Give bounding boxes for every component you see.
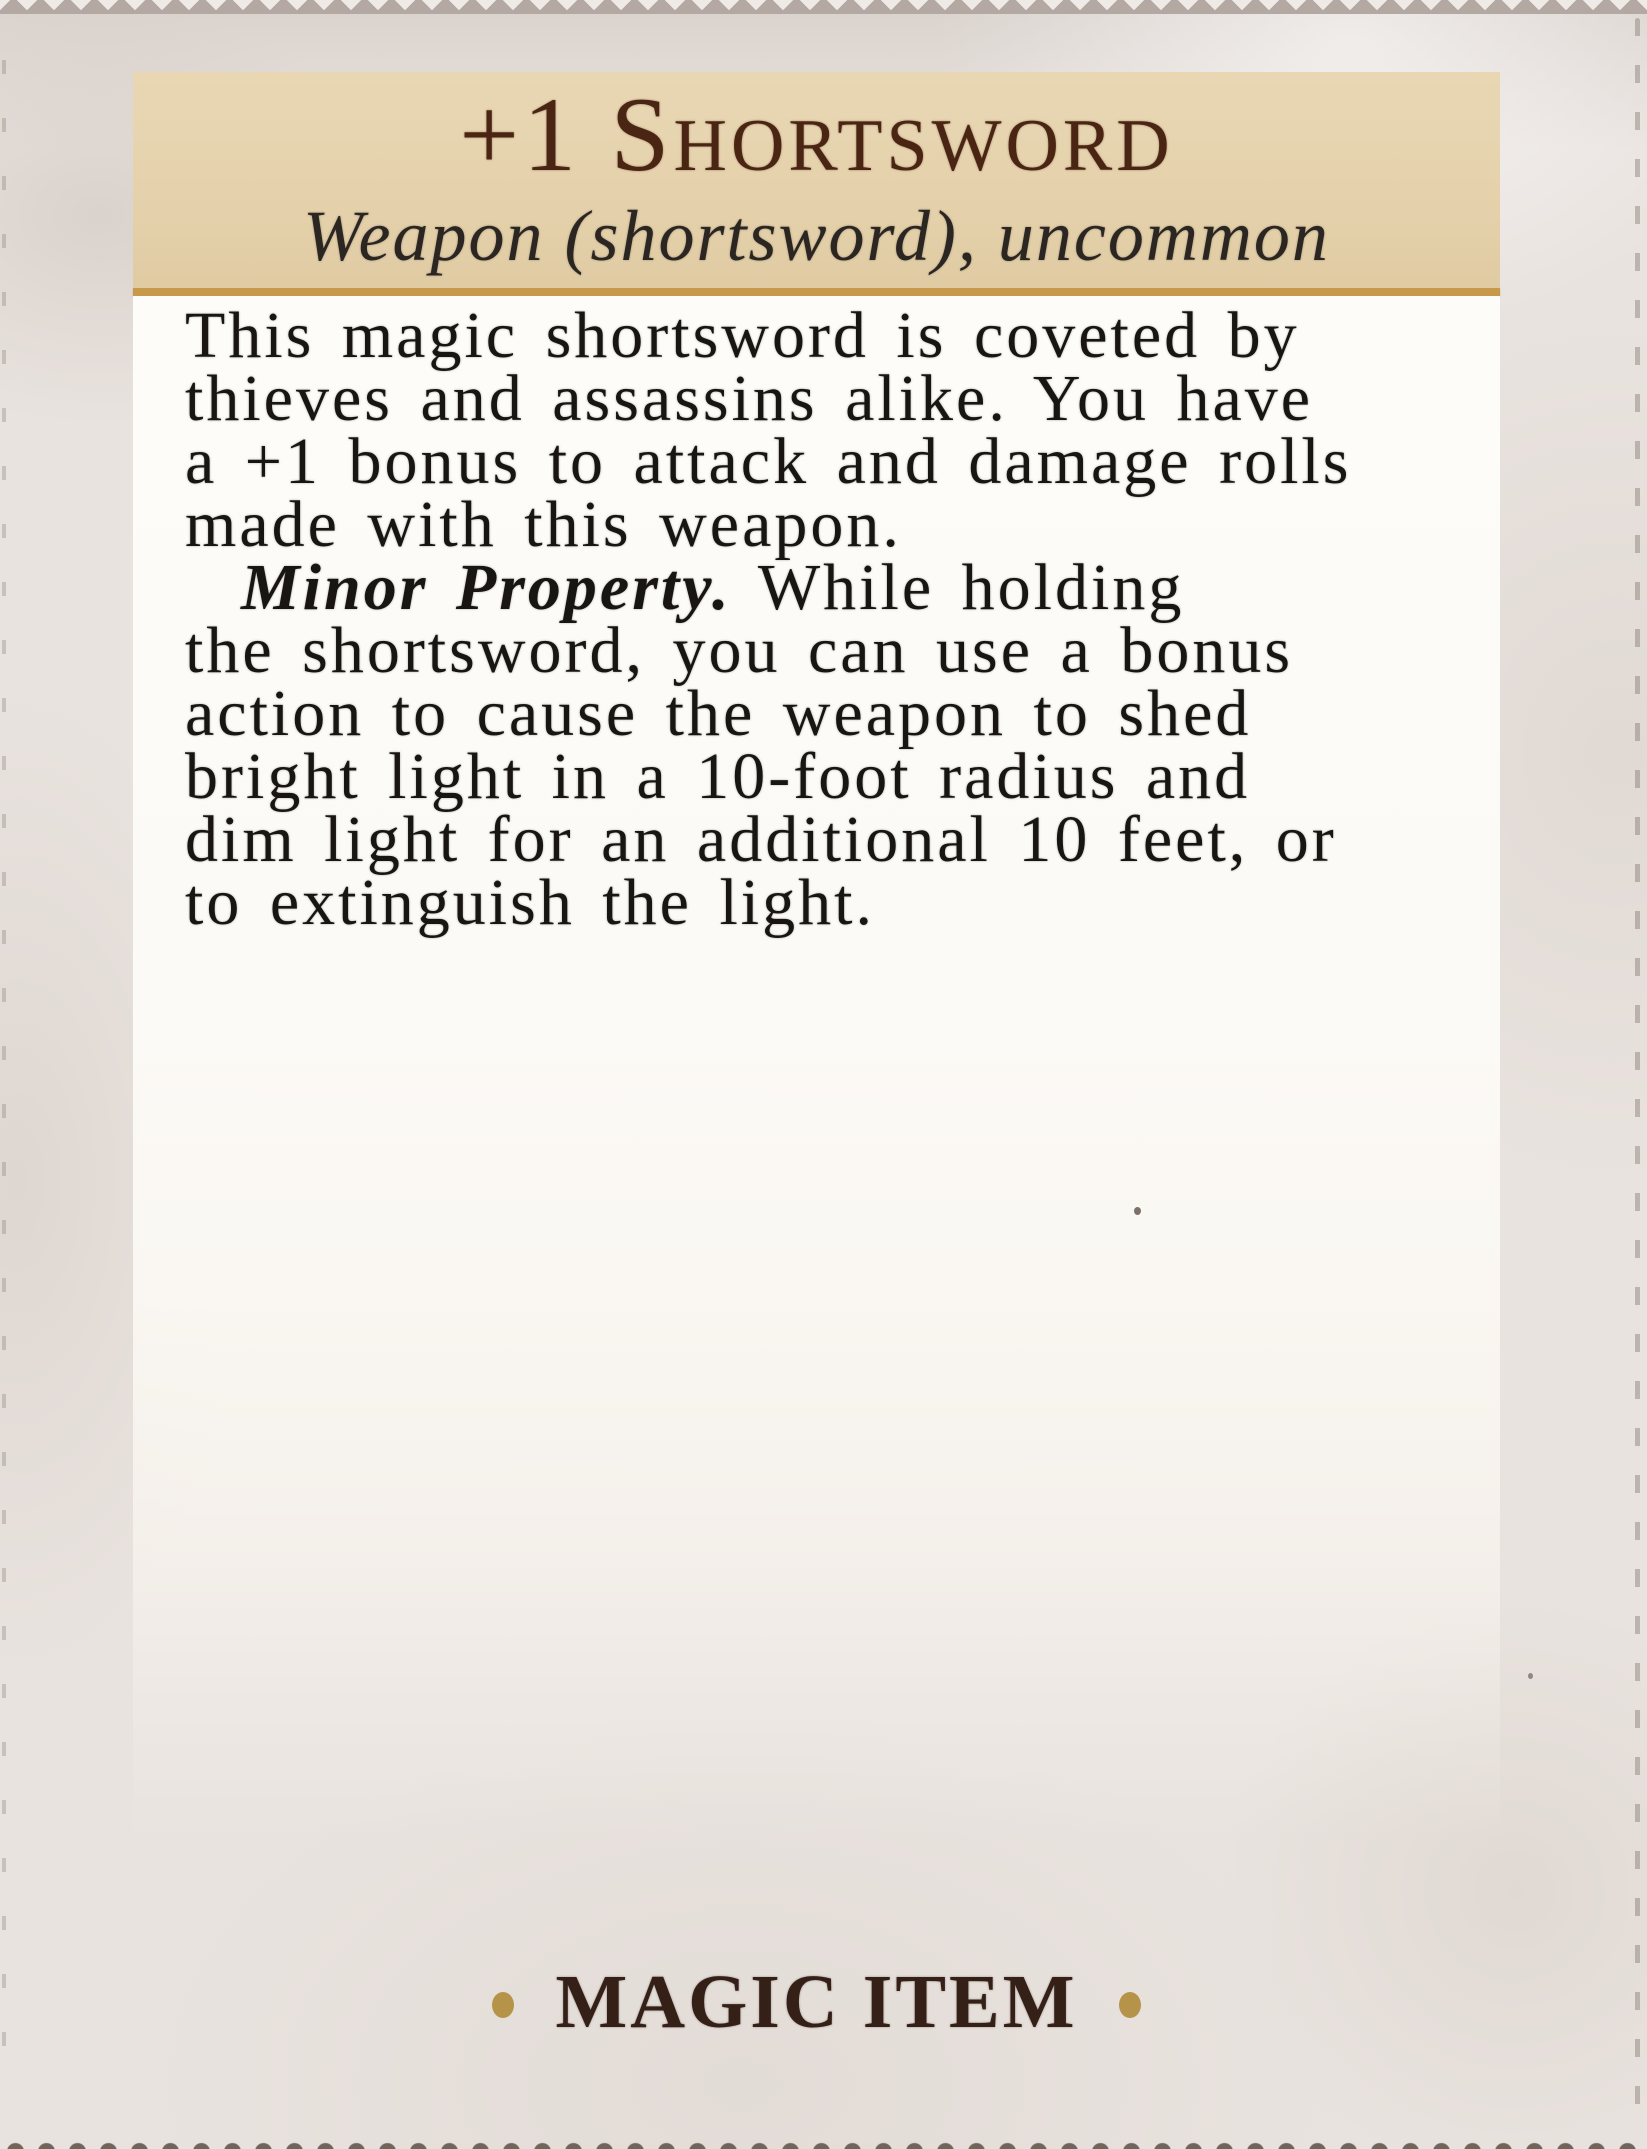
text-line: action to cause the weapon to shed bbox=[185, 677, 1252, 750]
text-line: dim light for an additional 10 feet, or bbox=[185, 803, 1337, 876]
description-paragraph bbox=[185, 299, 1450, 561]
text-line: a +1 bonus to attack and damage rolls bbox=[185, 425, 1352, 498]
card-footer bbox=[133, 1962, 1500, 2042]
item-subtitle: Weapon (shortsword), uncommon bbox=[303, 196, 1330, 276]
perforated-edge-top bbox=[0, 0, 1647, 14]
text-line: made with this weapon. bbox=[185, 488, 902, 561]
item-title: +1 Shortsword bbox=[459, 76, 1174, 193]
minor-property-lines bbox=[185, 614, 1450, 939]
minor-property-paragraph bbox=[185, 551, 1450, 939]
card-body-panel bbox=[133, 296, 1500, 1889]
text-line bbox=[185, 551, 1450, 624]
card-type-label: MAGIC ITEM bbox=[555, 1960, 1078, 2044]
text-line: to extinguish the light. bbox=[185, 866, 875, 939]
lead-line-rest: While holding bbox=[731, 551, 1185, 624]
minor-property-lead: Minor Property. bbox=[241, 551, 732, 624]
paper-speck bbox=[1134, 1207, 1141, 1215]
perforation-dashes-left bbox=[2, 60, 6, 2089]
bullet-dot-icon bbox=[492, 1992, 514, 2018]
text-line: This magic shortsword is coveted by bbox=[185, 299, 1300, 372]
card-header bbox=[133, 72, 1500, 288]
perforation-dashes-right bbox=[1635, 18, 1640, 2107]
perforated-edge-bottom bbox=[0, 2133, 1647, 2149]
text-line: the shortsword, you can use a bonus bbox=[185, 614, 1294, 687]
bullet-dot-icon bbox=[1119, 1992, 1141, 2018]
magic-item-card bbox=[133, 72, 1500, 1889]
gold-divider bbox=[133, 288, 1500, 296]
text-line: bright light in a 10-foot radius and bbox=[185, 740, 1251, 813]
text-line: thieves and assassins alike. You have bbox=[185, 362, 1314, 435]
paper-speck bbox=[1528, 1673, 1533, 1679]
